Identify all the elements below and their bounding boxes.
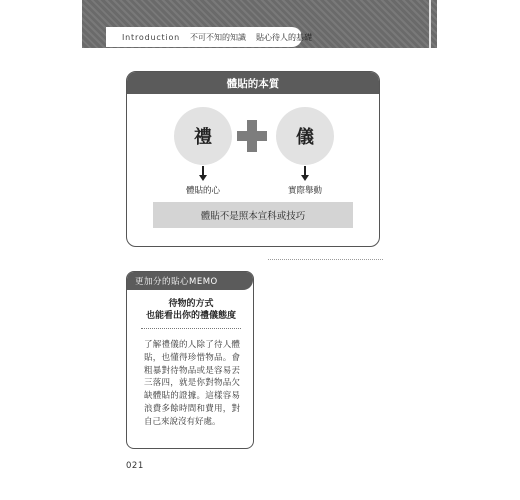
chapter-title: 不可不知的知識	[190, 32, 247, 42]
memo-divider	[141, 328, 241, 329]
left-label: 體貼的心	[185, 186, 221, 196]
band-edge-line	[429, 0, 431, 48]
plus-icon	[237, 131, 267, 141]
circle-gi	[276, 107, 334, 165]
memo-subtitle-line2: 也能看出你的禮儀態度	[145, 311, 236, 321]
right-label: 實際舉動	[287, 186, 323, 196]
memo-body-text: 了解禮儀的人除了待人體貼，也懂得珍惜物品。會粗暴對待物品或是容易丟三落四，就是你對物品欠缺體貼的證據。這樣容易浪費多餘時間和費用，對自己來說沒有好處。	[144, 340, 240, 427]
diagram-note-text: 體貼不是照本宣科或技巧	[200, 211, 306, 222]
memo-subtitle-line1: 待物的方式	[168, 299, 214, 309]
page-number: 021	[126, 461, 144, 471]
memo-subtitle	[135, 298, 247, 322]
memo-heading: 更加分的貼心MEMO	[127, 272, 253, 290]
circle-rei-char: 禮	[194, 127, 212, 148]
circle-gi-char: 儀	[296, 127, 314, 148]
diagram-title: 體貼的本質	[127, 72, 379, 94]
diagram-note	[153, 202, 353, 228]
topic-title: 貼心待人的基礎	[256, 32, 313, 42]
arrow-down-icon	[199, 175, 207, 181]
running-header	[106, 27, 313, 47]
section-label: Introduction	[122, 32, 181, 42]
circle-rei	[174, 107, 232, 165]
memo-box	[126, 271, 254, 449]
dotted-divider	[268, 259, 383, 260]
arrow-down-icon	[301, 175, 309, 181]
